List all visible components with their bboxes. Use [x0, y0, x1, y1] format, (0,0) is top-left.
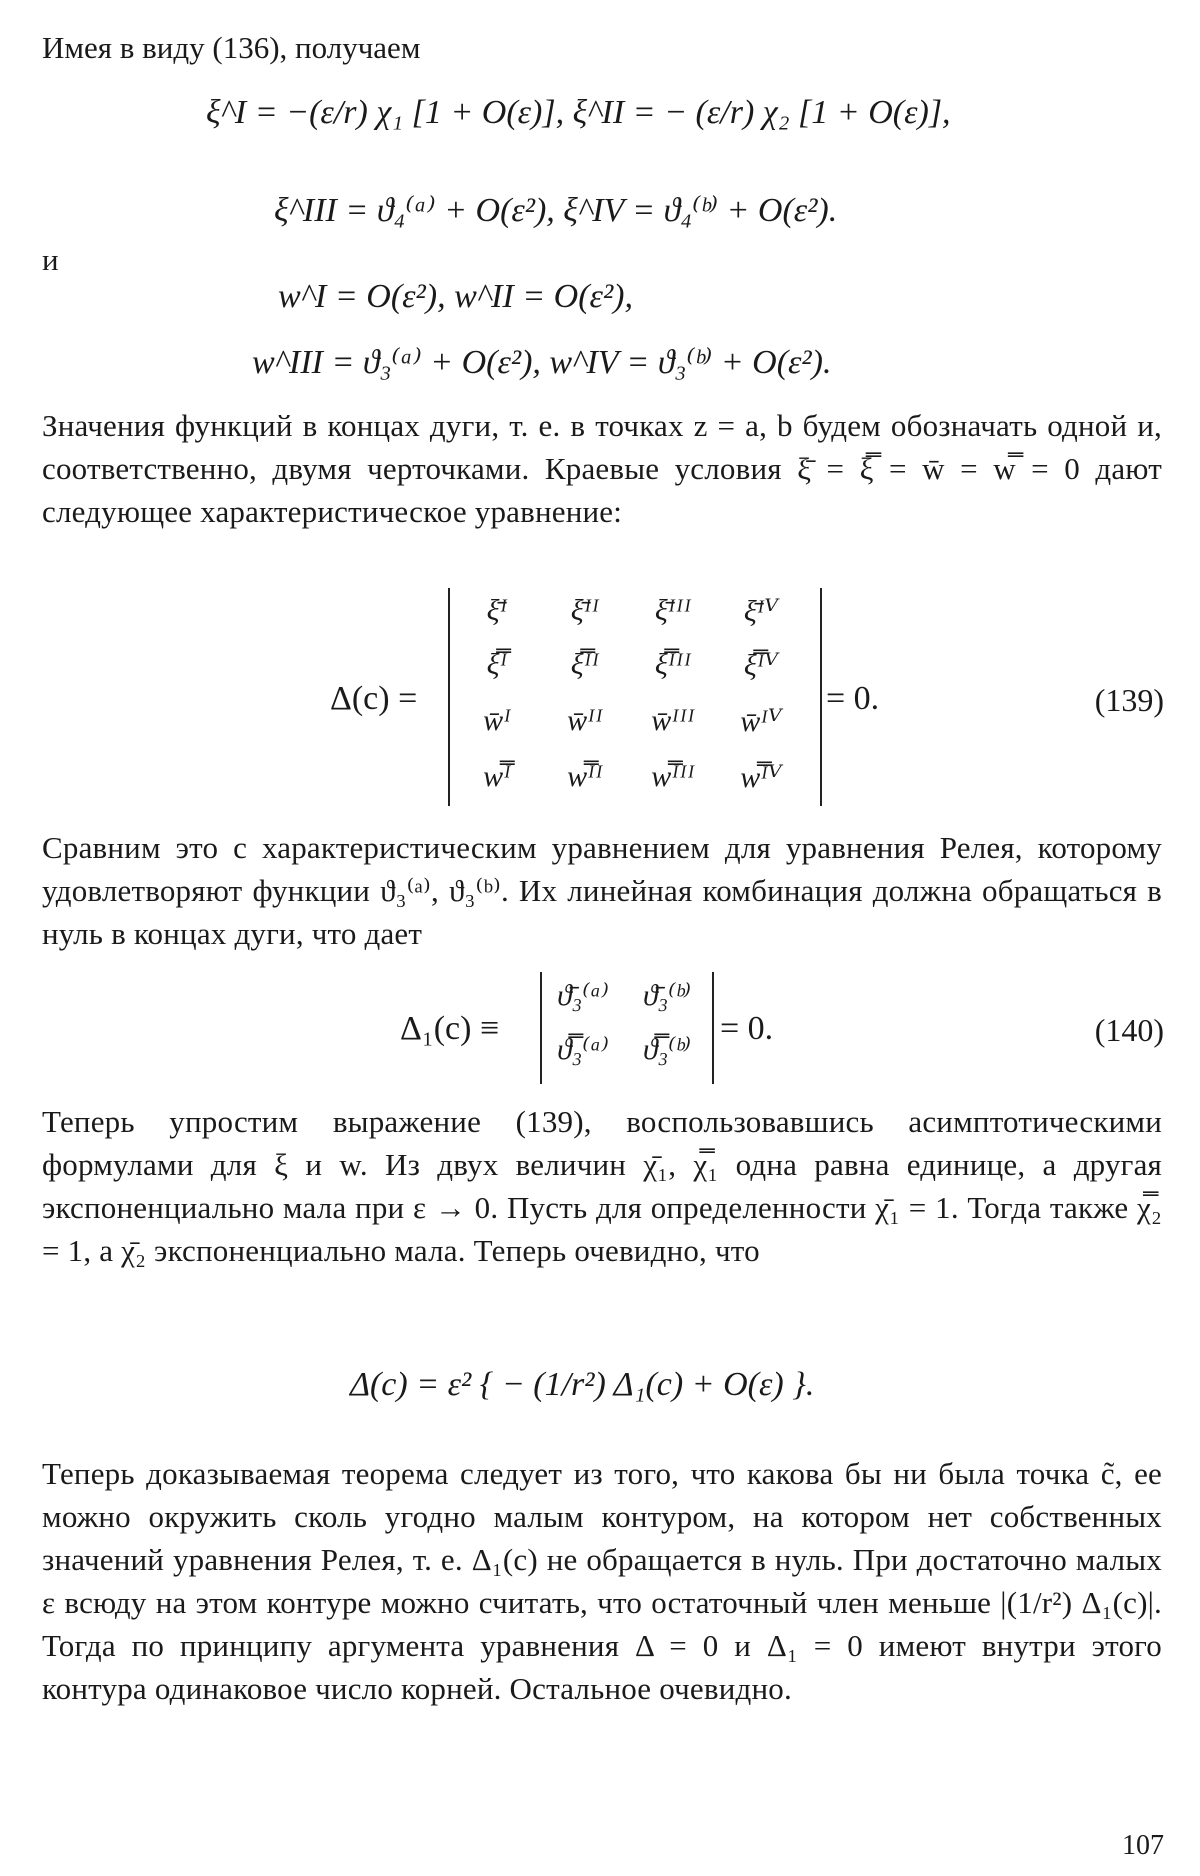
det139-rhs: = 0. [826, 680, 880, 717]
det139-cell: w̄ᴵᴵ [567, 704, 603, 737]
equation-w-1-2: w^I = O(ε²), w^II = O(ε²), [278, 278, 633, 315]
equation-delta-expansion: Δ(c) = ε² { − (1/r²) Δ₁(c) + O(ε) }. [350, 1366, 815, 1403]
det139-cell: w̄ᴵ [483, 704, 511, 737]
det139-cell: ξ̄ᴵⱽ [743, 595, 779, 628]
determinant-139 [448, 588, 822, 806]
det139-cell: w̿ᴵⱽ [740, 761, 782, 794]
det139-cell: w̄ᴵⱽ [740, 705, 782, 738]
det140-lhs: Δ₁(c) ≡ [400, 1010, 500, 1047]
det139-cell: ξ̄ᴵᴵᴵ [654, 594, 692, 627]
det140-cell: ϑ̿₃⁽ᵇ⁾ [643, 1033, 691, 1066]
det140-cell: ϑ̄₃⁽ᵃ⁾ [557, 979, 609, 1012]
det140-cell: ϑ̿₃⁽ᵃ⁾ [557, 1033, 609, 1066]
conjunction-and: и [42, 242, 59, 277]
det140-cell: ϑ̄₃⁽ᵇ⁾ [643, 979, 691, 1012]
det139-cell: ξ̿ᴵ [486, 648, 508, 681]
paragraph-rayleigh: Сравним это с характеристическим уравнением для уравнения Релея, которому удовлетворяют функции ϑ₃⁽ᵃ⁾, ϑ₃⁽ᵇ⁾. Их линейная комбинация должна обращаться в нуль в концах дуги, что дает [42, 830, 1162, 951]
det139-cell: w̿ᴵᴵᴵ [651, 760, 695, 793]
page-number: 107 [1122, 1830, 1164, 1861]
det139-cell: w̄ᴵᴵᴵ [651, 704, 695, 737]
det139-cell: ξ̄ᴵ [486, 594, 508, 627]
det139-cell: ξ̿ᴵᴵᴵ [654, 648, 692, 681]
det139-cell: ξ̿ᴵⱽ [743, 649, 779, 682]
det139-cell: ξ̄ᴵᴵ [570, 594, 600, 627]
paragraph-asymptotic: Теперь упростим выражение (139), воспользовавшись асимптотическими формулами для ξ и w. Из двух величин χ̄₁, χ̿₁ одна равна единице, а другая экспоненциально мала при ε → 0. Пусть для определенности χ̄₁ = 1. Тогда также χ̿₂ = 1, а χ̄₂ экспоненциально мала. Теперь очевидно, что [42, 1104, 1162, 1268]
det139-cell: ξ̿ᴵᴵ [570, 648, 600, 681]
equation-xi-1-2: ξ^I = −(ε/r) χ₁ [1 + O(ε)], ξ^II = − (ε/r) χ₂ [1 + O(ε)], [206, 94, 951, 131]
equation-number-140: (140) [1094, 1012, 1164, 1048]
paragraph-theorem-proof: Теперь доказываемая теорема следует из того, что какова бы ни была точка c̃, ее можно окружить сколь угодно малым контуром, на котором нет собственных значений уравнения Релея, т. е. Δ₁(c) не обращается в нуль. При достаточно малых ε всюду на этом контуре можно считать, что остаточный член меньше |(1/r²) Δ₁(c)|. Тогда по принципу аргумента уравнения Δ = 0 и Δ₁ = 0 имеют внутри этого контура одинаковое число корней. Остальное очевидно. [42, 1456, 1162, 1706]
equation-xi-3-4: ξ^III = ϑ₄⁽ᵃ⁾ + O(ε²), ξ^IV = ϑ₄⁽ᵇ⁾ + O(ε²). [274, 192, 838, 229]
det139-cell: w̿ᴵᴵ [567, 760, 603, 793]
equation-w-3-4: w^III = ϑ₃⁽ᵃ⁾ + O(ε²), w^IV = ϑ₃⁽ᵇ⁾ + O(ε²). [252, 344, 832, 381]
paragraph-boundary-values: Значения функций в концах дуги, т. е. в точках z = a, b будем обозначать одной и, соответственно, двумя черточками. Краевые условия ξ̄ = ξ̿ = w̄ = w̿ = 0 дают следующее характеристическое уравнение: [42, 408, 1162, 529]
det139-lhs: Δ(c) = [330, 680, 418, 717]
equation-number-139: (139) [1094, 682, 1164, 718]
determinant-140 [540, 972, 714, 1084]
det140-rhs: = 0. [720, 1010, 774, 1047]
det139-cell: w̿ᴵ [483, 760, 511, 793]
intro-text: Имея в виду (136), получаем [42, 30, 421, 65]
